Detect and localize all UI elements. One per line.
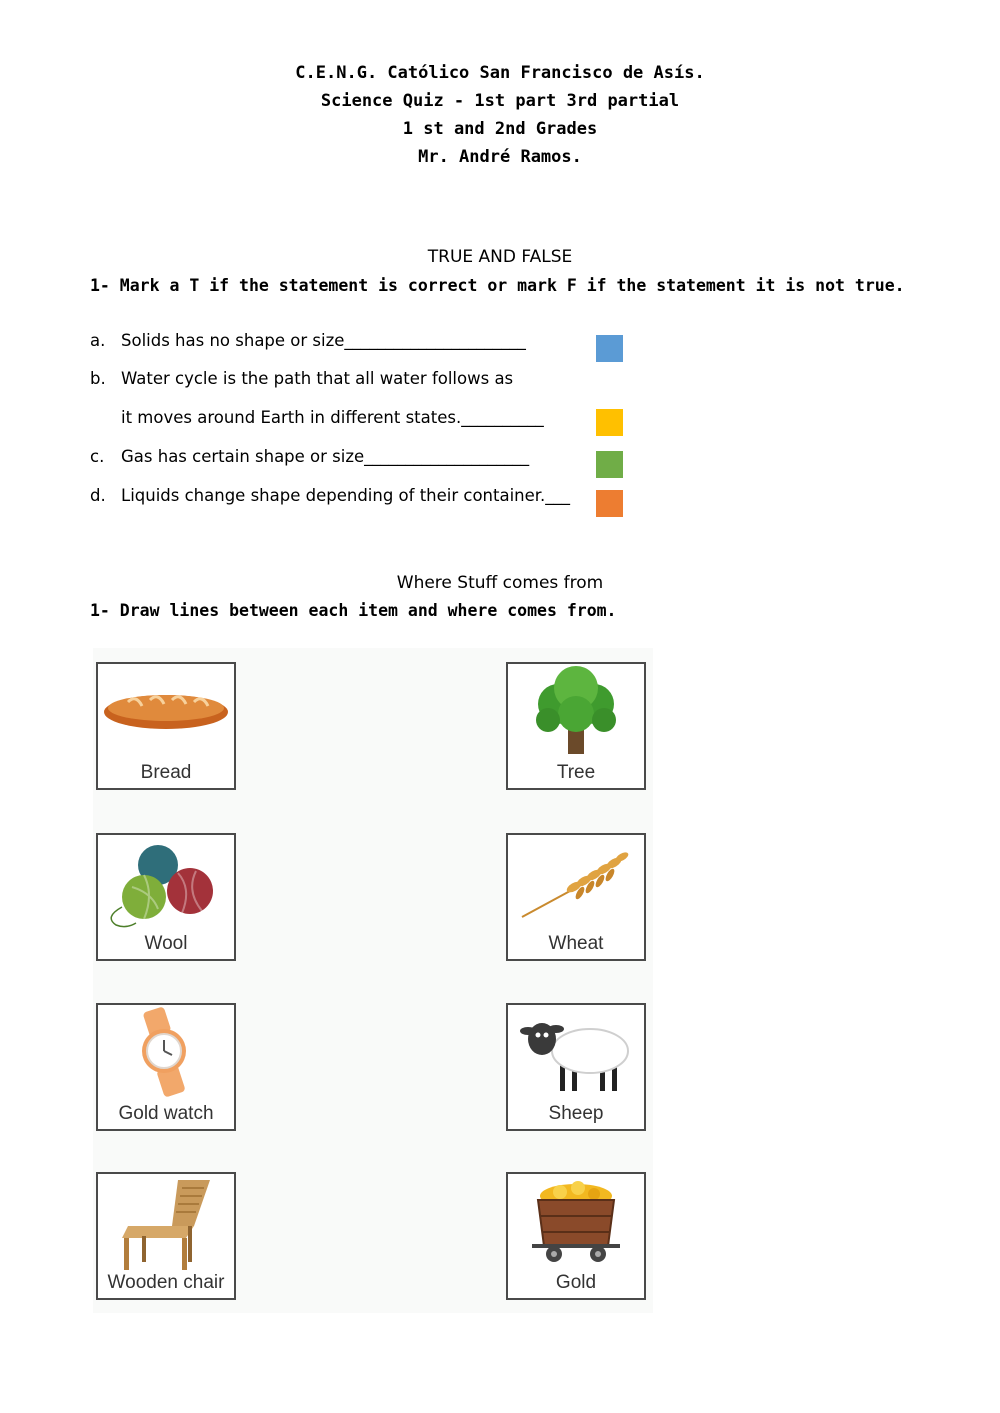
question-letter: c. — [90, 447, 105, 466]
answer-box-b[interactable] — [596, 409, 623, 436]
matching-panel — [93, 648, 653, 1313]
card-wool[interactable] — [96, 833, 236, 961]
wheat-icon — [508, 835, 644, 931]
bread-icon — [98, 664, 234, 754]
question-letter: a. — [90, 331, 106, 350]
true-false-instruction: 1- Mark a T if the statement is correct or mark F if the statement it is not true. — [90, 276, 905, 295]
card-wooden-chair[interactable] — [96, 1172, 236, 1300]
question-text: Liquids change shape depending of their container.___ — [121, 486, 571, 505]
card-label: Gold watch — [118, 1103, 214, 1124]
card-label: Tree — [556, 762, 596, 783]
card-label: Sheep — [548, 1103, 604, 1124]
tree-icon — [508, 664, 644, 760]
card-gold[interactable] — [506, 1172, 646, 1300]
question-text-continued: it moves around Earth in different states.__________ — [121, 408, 544, 427]
card-label: Wool — [144, 933, 188, 954]
gold-cart-icon — [508, 1174, 644, 1274]
card-wheat[interactable] — [506, 833, 646, 961]
question-text: Solids has no shape or size______________________ — [121, 331, 526, 350]
yarn-balls-icon — [98, 835, 234, 931]
question-text: Water cycle is the path that all water follows as — [121, 369, 514, 388]
matching-title: Where Stuff comes from — [396, 573, 604, 593]
question-letter: d. — [90, 486, 106, 505]
card-label: Wooden chair — [107, 1272, 225, 1293]
answer-box-a[interactable] — [596, 335, 623, 362]
question-text: Gas has certain shape or size____________________ — [121, 447, 530, 466]
question-c — [90, 447, 529, 466]
question-letter: b. — [90, 369, 106, 388]
card-sheep[interactable] — [506, 1003, 646, 1131]
card-bread[interactable] — [96, 662, 236, 790]
question-b-continued — [90, 408, 544, 427]
matching-instruction: 1- Draw lines between each item and where comes from. — [90, 601, 617, 620]
teacher-name: Mr. André Ramos. — [418, 147, 582, 167]
card-tree[interactable] — [506, 662, 646, 790]
card-label: Bread — [140, 762, 192, 783]
question-b — [90, 369, 513, 388]
card-label: Gold — [555, 1272, 597, 1293]
card-label: Wheat — [548, 933, 604, 954]
true-false-title: TRUE AND FALSE — [427, 247, 573, 267]
school-name: C.E.N.G. Católico San Francisco de Asís. — [295, 63, 705, 83]
answer-box-c[interactable] — [596, 451, 623, 478]
grades: 1 st and 2nd Grades — [402, 119, 598, 139]
watch-icon — [98, 1005, 234, 1101]
quiz-title: Science Quiz - 1st part 3rd partial — [320, 91, 680, 111]
question-a — [90, 331, 526, 350]
chair-icon — [98, 1174, 234, 1274]
card-gold-watch[interactable] — [96, 1003, 236, 1131]
sheep-icon — [508, 1005, 644, 1101]
answer-box-d[interactable] — [596, 490, 623, 517]
question-d — [90, 486, 570, 505]
